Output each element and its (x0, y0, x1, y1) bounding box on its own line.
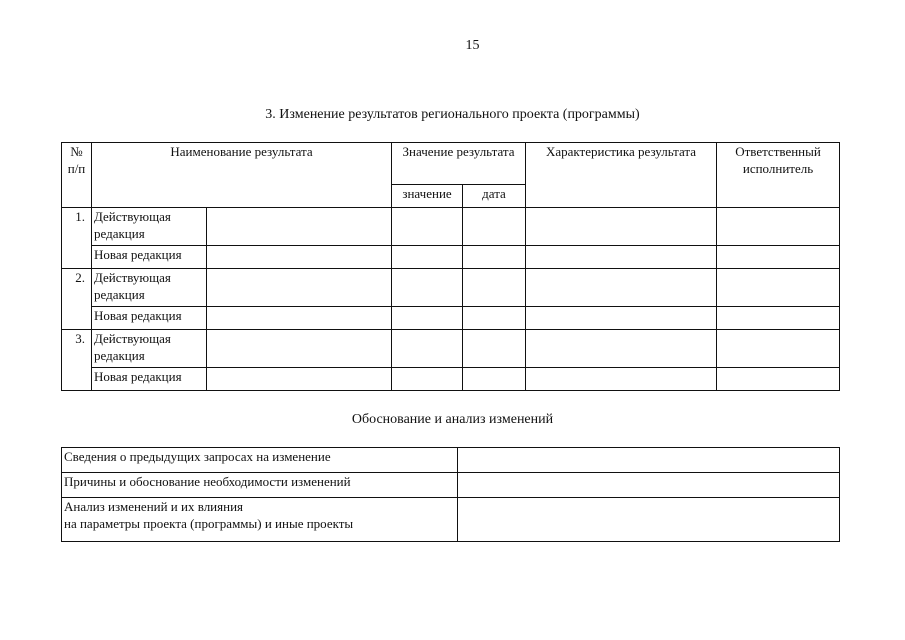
impact-analysis-label-line1: Анализ изменений и их влияния (64, 499, 244, 514)
value-cell[interactable] (392, 330, 463, 368)
characteristic-cell[interactable] (526, 307, 717, 330)
date-cell[interactable] (463, 307, 526, 330)
new-edition-label: Новая редакция (92, 368, 207, 391)
result-name-cell[interactable] (207, 246, 392, 269)
result-name-cell[interactable] (207, 307, 392, 330)
value-cell[interactable] (392, 269, 463, 307)
previous-requests-label: Сведения о предыдущих запросах на изменение (62, 448, 458, 473)
responsible-cell[interactable] (717, 269, 840, 307)
impact-analysis-label (62, 498, 458, 542)
table-row (62, 208, 840, 246)
header-number: № п/п (62, 143, 92, 208)
header-date: дата (463, 185, 526, 208)
impact-analysis-value[interactable] (458, 498, 840, 542)
value-cell[interactable] (392, 208, 463, 246)
characteristic-cell[interactable] (526, 368, 717, 391)
table-row (62, 448, 840, 473)
results-table (61, 142, 840, 391)
value-cell[interactable] (392, 307, 463, 330)
date-cell[interactable] (463, 208, 526, 246)
table-row (62, 246, 840, 269)
current-edition-label: Действующая редакция (92, 330, 207, 368)
impact-analysis-label-line2: на параметры проекта (программы) и иные проекты (64, 516, 354, 531)
table-row (62, 473, 840, 498)
table-row (62, 307, 840, 330)
date-cell[interactable] (463, 330, 526, 368)
table-row (62, 269, 840, 307)
characteristic-cell[interactable] (526, 208, 717, 246)
result-name-cell[interactable] (207, 368, 392, 391)
responsible-cell[interactable] (717, 330, 840, 368)
section-title: 3. Изменение результатов регионального проекта (программы) (265, 107, 640, 122)
header-result-characteristic: Характеристика результата (526, 143, 717, 208)
value-cell[interactable] (392, 368, 463, 391)
new-edition-label: Новая редакция (92, 307, 207, 330)
date-cell[interactable] (463, 368, 526, 391)
responsible-cell[interactable] (717, 307, 840, 330)
responsible-cell[interactable] (717, 246, 840, 269)
table-row (62, 330, 840, 368)
row-number: 3. (62, 330, 92, 391)
date-cell[interactable] (463, 269, 526, 307)
header-result-value-group: Значение результата (392, 143, 526, 185)
result-name-cell[interactable] (207, 330, 392, 368)
row-number: 1. (62, 208, 92, 269)
date-cell[interactable] (463, 246, 526, 269)
current-edition-label: Действующая редакция (92, 269, 207, 307)
header-responsible: Ответственный исполнитель (717, 143, 840, 208)
responsible-cell[interactable] (717, 368, 840, 391)
reasons-value[interactable] (458, 473, 840, 498)
result-name-cell[interactable] (207, 269, 392, 307)
characteristic-cell[interactable] (526, 269, 717, 307)
header-value: значение (392, 185, 463, 208)
page-number: 15 (465, 38, 480, 53)
previous-requests-value[interactable] (458, 448, 840, 473)
new-edition-label: Новая редакция (92, 246, 207, 269)
characteristic-cell[interactable] (526, 330, 717, 368)
result-name-cell[interactable] (207, 208, 392, 246)
justification-subtitle: Обоснование и анализ изменений (351, 412, 554, 427)
current-edition-label: Действующая редакция (92, 208, 207, 246)
header-result-name: Наименование результата (92, 143, 392, 208)
row-number: 2. (62, 269, 92, 330)
table-row (62, 498, 840, 542)
table-row (62, 368, 840, 391)
responsible-cell[interactable] (717, 208, 840, 246)
reasons-label: Причины и обоснование необходимости изменений (62, 473, 458, 498)
characteristic-cell[interactable] (526, 246, 717, 269)
justification-table (61, 447, 840, 542)
value-cell[interactable] (392, 246, 463, 269)
